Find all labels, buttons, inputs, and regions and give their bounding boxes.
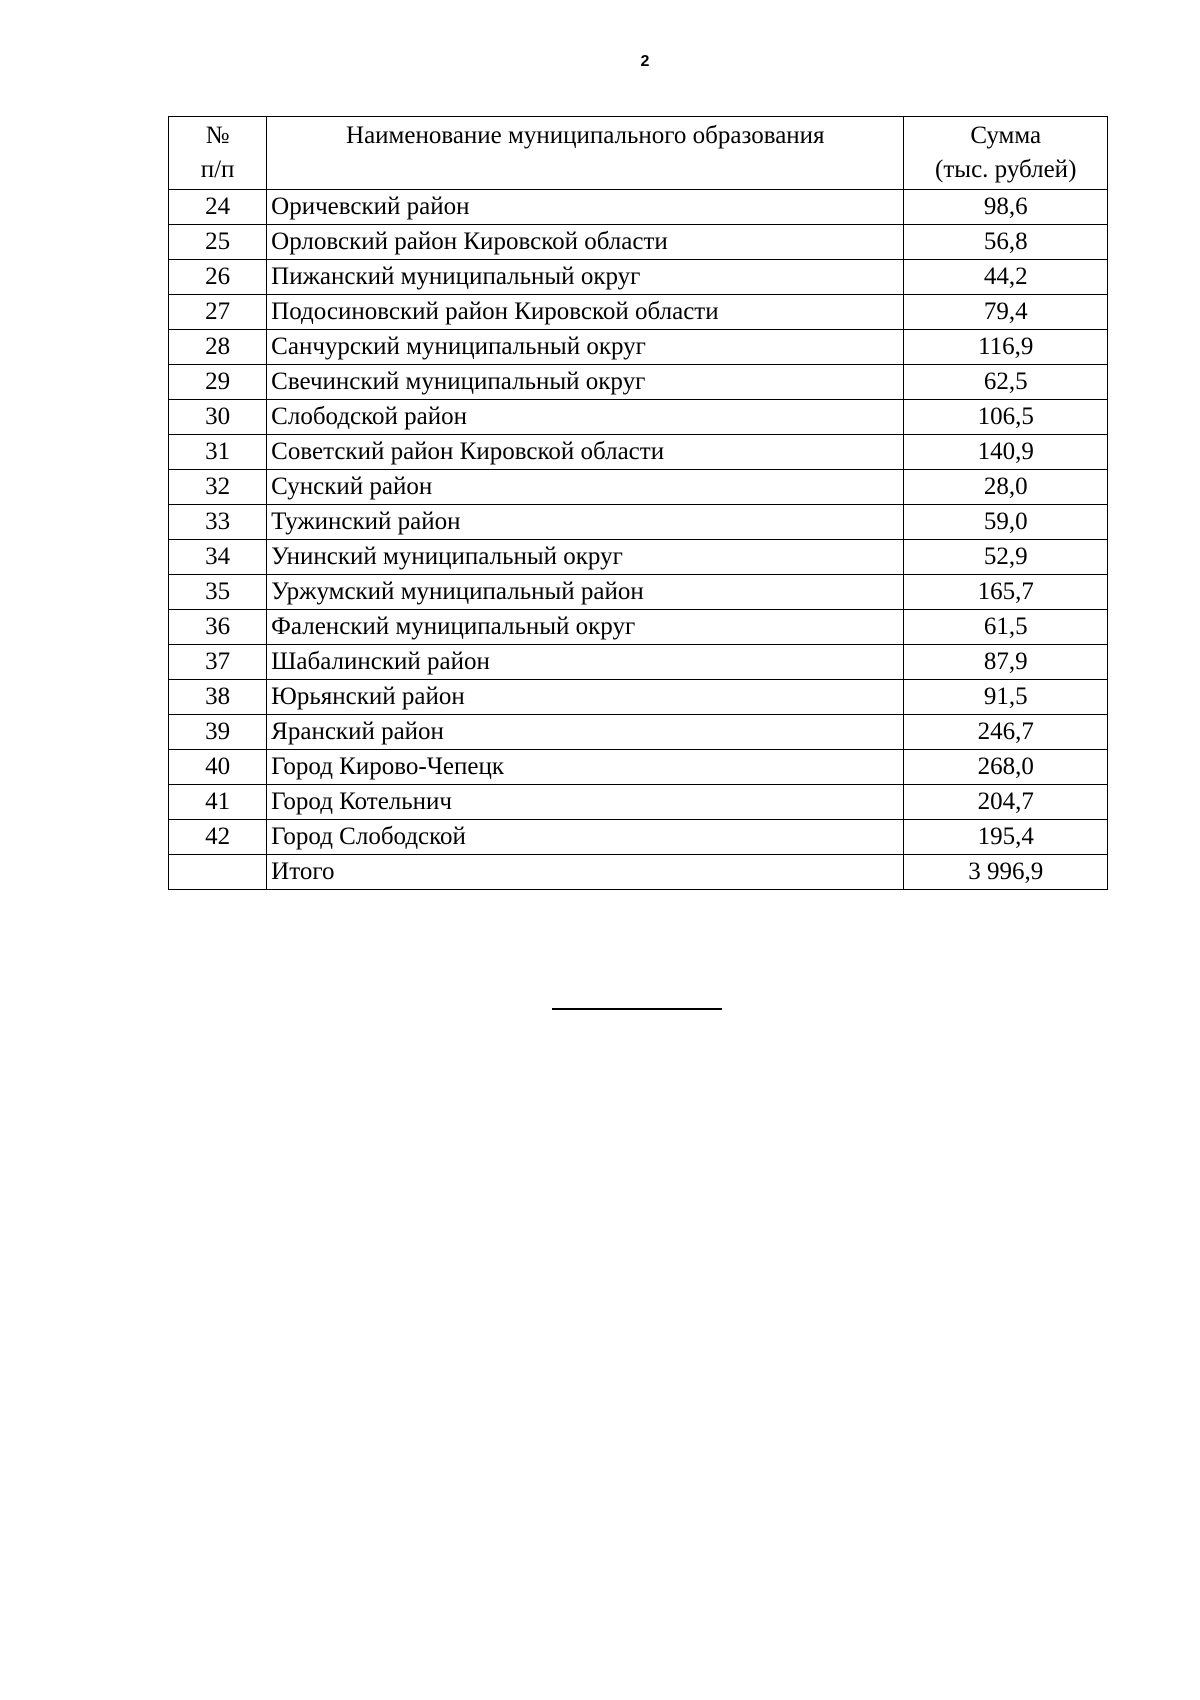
- table-row: [169, 505, 1108, 540]
- table-row: [169, 225, 1108, 260]
- row-sum: 116,9: [904, 330, 1108, 365]
- row-municipality-name: Яранский район: [267, 715, 904, 750]
- end-of-document-rule: [552, 1008, 722, 1010]
- row-municipality-name: Подосиновский район Кировской области: [267, 295, 904, 330]
- header-sum-line-1: Сумма: [970, 122, 1042, 149]
- row-municipality-name: Уржумский муниципальный район: [267, 575, 904, 610]
- row-municipality-name: Орловский район Кировской области: [267, 225, 904, 260]
- row-sum: 106,5: [904, 400, 1108, 435]
- row-sum: 268,0: [904, 750, 1108, 785]
- row-sum: 52,9: [904, 540, 1108, 575]
- row-sum: 246,7: [904, 715, 1108, 750]
- table-row: [169, 575, 1108, 610]
- table-row: [169, 540, 1108, 575]
- row-number: 39: [169, 715, 267, 750]
- row-sum: 56,8: [904, 225, 1108, 260]
- table-row: [169, 470, 1108, 505]
- row-number: 32: [169, 470, 267, 505]
- row-number: 24: [169, 190, 267, 225]
- row-number: 29: [169, 365, 267, 400]
- row-number: 42: [169, 820, 267, 855]
- row-sum: 28,0: [904, 470, 1108, 505]
- row-number: 37: [169, 645, 267, 680]
- table-header: [169, 117, 1108, 190]
- row-sum: 204,7: [904, 785, 1108, 820]
- table-row: [169, 750, 1108, 785]
- row-number: 33: [169, 505, 267, 540]
- row-sum: 62,5: [904, 365, 1108, 400]
- total-sum: 3 996,9: [904, 855, 1108, 890]
- row-sum: 165,7: [904, 575, 1108, 610]
- table-row: [169, 190, 1108, 225]
- row-number: 26: [169, 260, 267, 295]
- row-municipality-name: Унинский муниципальный округ: [267, 540, 904, 575]
- row-municipality-name: Свечинский муниципальный округ: [267, 365, 904, 400]
- row-number: 40: [169, 750, 267, 785]
- row-municipality-name: Фаленский муниципальный округ: [267, 610, 904, 645]
- row-municipality-name: Советский район Кировской области: [267, 435, 904, 470]
- table-row: [169, 785, 1108, 820]
- row-sum: 91,5: [904, 680, 1108, 715]
- row-number: 28: [169, 330, 267, 365]
- row-municipality-name: Город Слободской: [267, 820, 904, 855]
- row-municipality-name: Тужинский район: [267, 505, 904, 540]
- row-municipality-name: Шабалинский район: [267, 645, 904, 680]
- row-number: 30: [169, 400, 267, 435]
- page-number: 2: [640, 53, 650, 70]
- row-sum: 59,0: [904, 505, 1108, 540]
- row-sum: 140,9: [904, 435, 1108, 470]
- row-number: 31: [169, 435, 267, 470]
- row-municipality-name: Юрьянский район: [267, 680, 904, 715]
- row-municipality-name: Город Кирово-Чепецк: [267, 750, 904, 785]
- header-num-line-1: №: [205, 122, 230, 149]
- row-sum: 44,2: [904, 260, 1108, 295]
- row-number: 41: [169, 785, 267, 820]
- row-sum: 98,6: [904, 190, 1108, 225]
- table-row: [169, 820, 1108, 855]
- row-number: 25: [169, 225, 267, 260]
- row-municipality-name: Слободской район: [267, 400, 904, 435]
- header-name: Наименование муниципального образования: [267, 117, 904, 190]
- row-sum: 61,5: [904, 610, 1108, 645]
- table-row: [169, 680, 1108, 715]
- row-number: 36: [169, 610, 267, 645]
- total-row: [169, 855, 1108, 890]
- table-row: [169, 435, 1108, 470]
- header-num: [169, 117, 267, 190]
- table-row: [169, 260, 1108, 295]
- header-sum: [904, 117, 1108, 190]
- row-number: 35: [169, 575, 267, 610]
- table-row: [169, 715, 1108, 750]
- row-number: 34: [169, 540, 267, 575]
- row-sum: 79,4: [904, 295, 1108, 330]
- row-number: 27: [169, 295, 267, 330]
- row-municipality-name: Сунский район: [267, 470, 904, 505]
- row-municipality-name: Оричевский район: [267, 190, 904, 225]
- table-row: [169, 330, 1108, 365]
- table-row: [169, 365, 1108, 400]
- total-num-empty: [169, 855, 267, 890]
- table-row: [169, 400, 1108, 435]
- row-municipality-name: Пижанский муниципальный округ: [267, 260, 904, 295]
- row-number: 38: [169, 680, 267, 715]
- total-label: Итого: [267, 855, 904, 890]
- table-row: [169, 295, 1108, 330]
- row-sum: 195,4: [904, 820, 1108, 855]
- table-body: [169, 190, 1108, 890]
- header-sum-line-2: (тыс. рублей): [935, 156, 1077, 183]
- table-row: [169, 610, 1108, 645]
- row-municipality-name: Город Котельнич: [267, 785, 904, 820]
- municipal-allocation-table: [168, 116, 1108, 890]
- header-row: [169, 117, 1108, 190]
- table-row: [169, 645, 1108, 680]
- header-num-line-2: п/п: [200, 156, 235, 183]
- row-municipality-name: Санчурский муниципальный округ: [267, 330, 904, 365]
- row-sum: 87,9: [904, 645, 1108, 680]
